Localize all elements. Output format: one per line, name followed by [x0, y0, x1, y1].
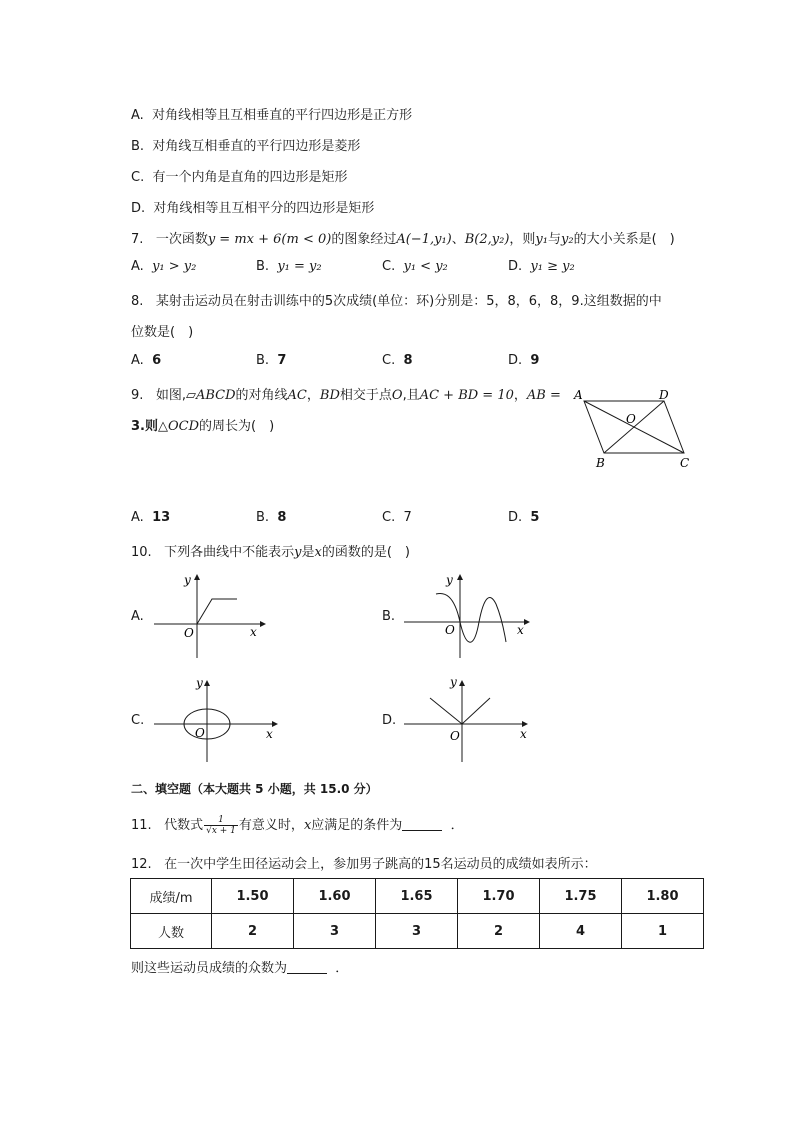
x-label: x — [520, 727, 527, 741]
q10-graph-b — [400, 570, 535, 662]
x-label: x — [517, 623, 524, 637]
q12-stem: 12. 在一次中学生田径运动会上，参加男子跳高的15名运动员的成绩如表所示： — [131, 857, 597, 872]
q7-stem: 7. 一次函数y = mx + 6(m < 0)的图象经过A(−1,y₁)、B(2,y₂)，则y₁与y₂的大小关系是( ) — [131, 232, 675, 247]
q8-option-a: A. 6 — [131, 353, 162, 368]
q8-stem-line2: 位数是( ) — [131, 325, 194, 340]
v-curve — [430, 698, 490, 724]
x-label: x — [266, 727, 273, 741]
q9-option-c: C. 7 — [382, 510, 412, 525]
section-title: 二、填空题（本大题共 5 小题，共 15.0 分） — [131, 782, 378, 796]
q7-option-d: D. y₁ ≥ y₂ — [508, 259, 575, 274]
x-arrow-icon — [524, 619, 530, 625]
q9-option-b: B. 8 — [256, 510, 287, 525]
table-cell: 1.50 — [212, 879, 294, 914]
q7-option-b: B. y₁ = y₂ — [256, 259, 322, 274]
x-arrow-icon — [272, 721, 278, 727]
table-cell: 2 — [458, 914, 540, 949]
label-o: O — [626, 412, 636, 426]
y-arrow-icon — [194, 574, 200, 580]
q6-option-a: A. 对角线相等且互相垂直的平行四边形是正方形 — [131, 108, 413, 123]
q7-option-c: C. y₁ < y₂ — [382, 259, 448, 274]
table-cell: 1.75 — [540, 879, 622, 914]
origin-label: O — [450, 729, 460, 743]
origin-label: O — [184, 626, 194, 640]
q10-stem: 10. 下列各曲线中不能表示y是x的函数的是( ) — [131, 545, 410, 560]
table-header-cell: 人数 — [131, 914, 212, 949]
table-cell: 1.70 — [458, 879, 540, 914]
q10-graph-d-letter: D. — [382, 713, 397, 728]
q9-stem-line2: 3.则△OCD的周长为( ) — [131, 419, 275, 434]
answer-blank — [287, 961, 327, 974]
q10-graph-b-letter: B. — [382, 609, 396, 624]
curve — [197, 599, 237, 624]
table-cell: 4 — [540, 914, 622, 949]
score-table — [130, 878, 704, 949]
label-b: B — [596, 456, 605, 470]
q10-graph-c-letter: C. — [131, 713, 145, 728]
q8-option-d: D. 9 — [508, 353, 540, 368]
label-c: C — [680, 456, 690, 470]
q10-graph-c — [150, 672, 285, 764]
table-cell: 1.60 — [294, 879, 376, 914]
q10-graph-a — [150, 570, 270, 662]
x-arrow-icon — [260, 621, 266, 627]
y-arrow-icon — [457, 574, 463, 580]
q9-stem-line1: 9. 如图,▱ABCD的对角线AC，BD相交于点O,且AC + BD = 10，AB = — [131, 388, 561, 403]
diagonal-bd — [604, 401, 664, 453]
y-arrow-icon — [204, 680, 210, 686]
q6-option-d: D. 对角线相等且互相平分的四边形是矩形 — [131, 201, 375, 216]
x-label: x — [250, 625, 257, 639]
table-cell: 3 — [294, 914, 376, 949]
origin-label: O — [445, 623, 455, 637]
label-a: A — [574, 388, 583, 402]
y-arrow-icon — [459, 680, 465, 686]
q8-option-c: C. 8 — [382, 353, 413, 368]
q11-stem: 11. 代数式 $\frac{1}{√x + 1}$ 有意义时，x应满足的条件为 ． — [131, 815, 464, 836]
table-cell: 2 — [212, 914, 294, 949]
y-label: y — [450, 675, 457, 689]
y-label: y — [446, 573, 453, 587]
q12-after: 则这些运动员成绩的众数为 ． — [131, 961, 349, 976]
q10-graph-d — [400, 672, 535, 764]
table-cell: 3 — [376, 914, 458, 949]
q7-option-a: A. y₁ > y₂ — [131, 259, 197, 274]
q9-parallelogram-figure — [570, 383, 700, 475]
q6-option-b: B. 对角线互相垂直的平行四边形是菱形 — [131, 139, 361, 154]
table-row — [131, 914, 704, 949]
answer-blank — [402, 818, 442, 831]
origin-label: O — [195, 726, 205, 740]
fraction: $\frac{1}{√x + 1}$ — [206, 815, 236, 836]
table-header-cell: 成绩/m — [131, 879, 212, 914]
y-label: y — [184, 573, 191, 587]
table-cell: 1.80 — [622, 879, 704, 914]
q10-graph-a-letter: A. — [131, 609, 144, 624]
table-cell: 1.65 — [376, 879, 458, 914]
q8-option-b: B. 7 — [256, 353, 287, 368]
q9-option-a: A. 13 — [131, 510, 171, 525]
q9-option-d: D. 5 — [508, 510, 540, 525]
y-label: y — [196, 676, 203, 690]
table-row — [131, 879, 704, 914]
q6-option-c: C. 有一个内角是直角的四边形是矩形 — [131, 170, 348, 185]
table-cell: 1 — [622, 914, 704, 949]
q8-stem-line1: 8. 某射击运动员在射击训练中的5次成绩(单位：环)分别是：5，8，6，8，9.这组数据的中 — [131, 294, 662, 309]
label-d: D — [659, 388, 669, 402]
